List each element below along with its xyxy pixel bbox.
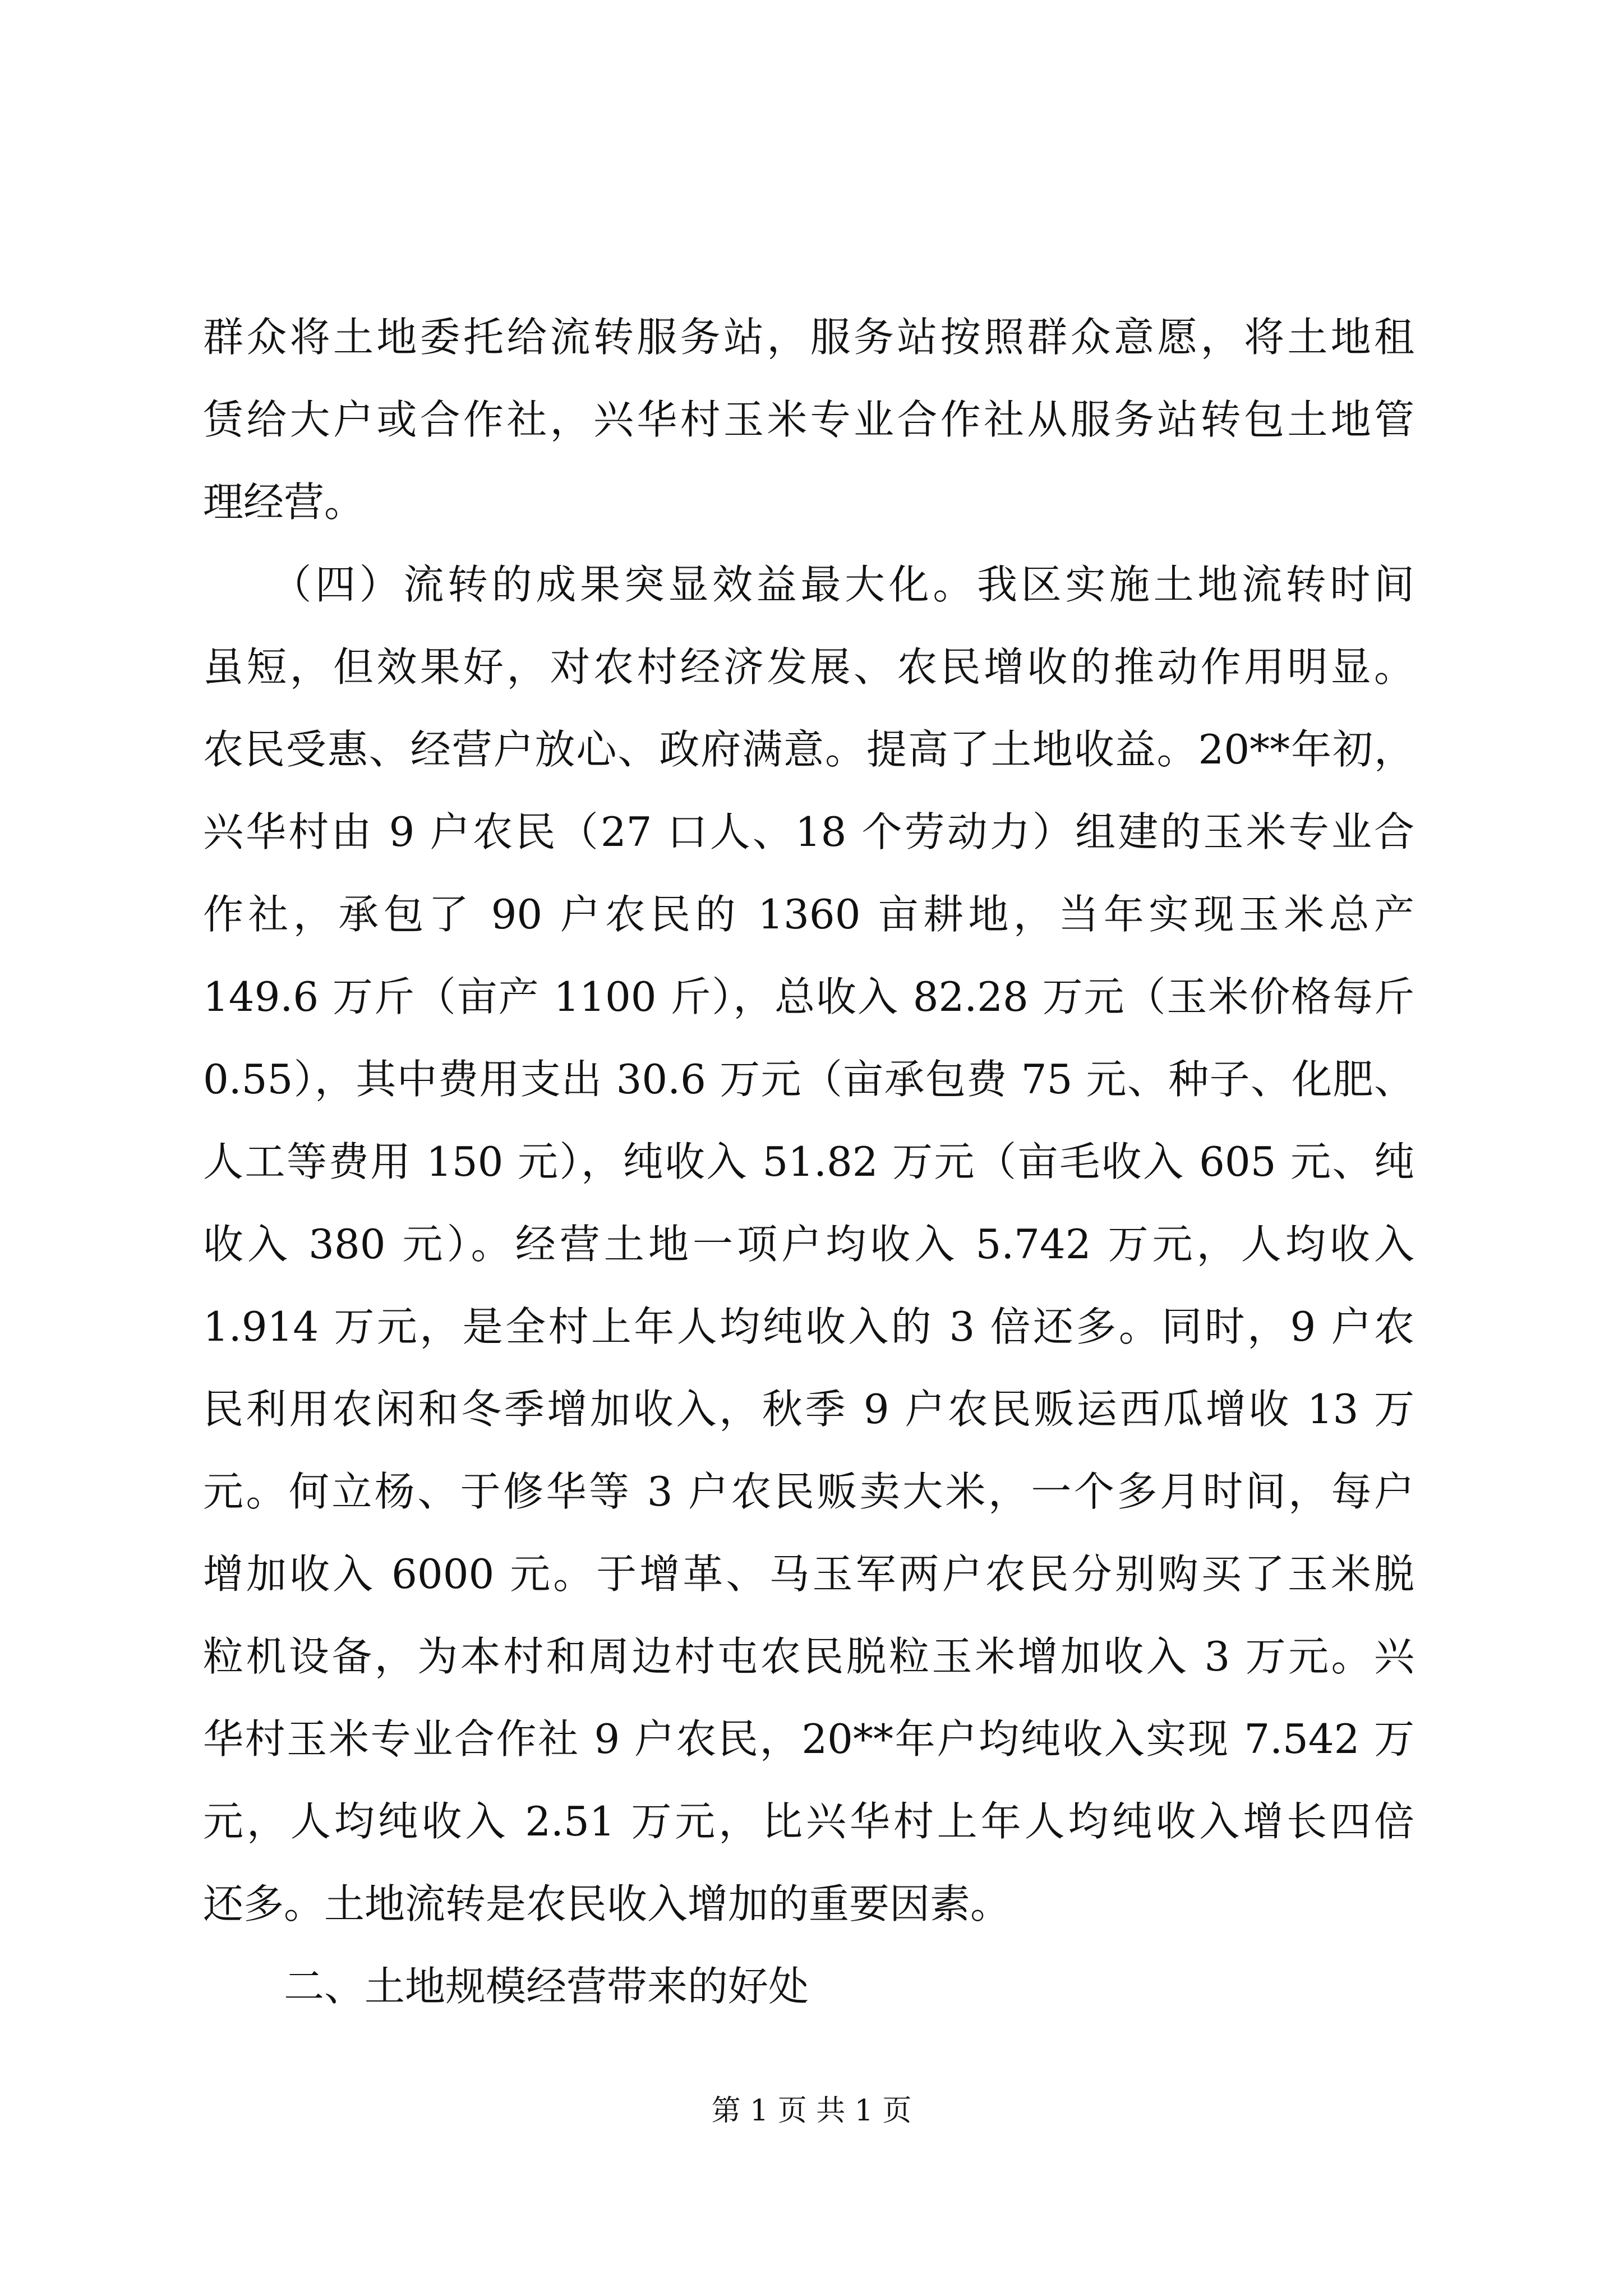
text-line: 增加收入 6000 元。于增革、马玉军两户农民分别购买了玉米脱 [203,1550,1414,1598]
text-line: 农民受惠、经营户放心、政府满意。提高了土地收益。20**年初， [203,726,1414,773]
page-footer: 第 1 页 共 1 页 [711,2094,912,2128]
text-line: 赁给大户或合作社，兴华村玉米专业合作社从服务站转包土地管 [203,396,1414,443]
text-line: 元，人均纯收入 2.51 万元，比兴华村上年人均纯收入增长四倍 [203,1798,1414,1845]
text-line: 还多。土地流转是农民收入增加的重要因素。 [203,1880,1011,1927]
text-line: 149.6 万斤（亩产 1100 斤），总收入 82.28 万元（玉米价格每斤 [203,973,1414,1020]
text-line: 民利用农闲和冬季增加收入，秋季 9 户农民贩运西瓜增收 13 万 [203,1386,1414,1433]
text-line: 0.55），其中费用支出 30.6 万元（亩承包费 75 元、种子、化肥、 [203,1056,1414,1103]
text-line: 作社，承包了 90 户农民的 1360 亩耕地，当年实现玉米总产 [203,891,1414,938]
text-line: 虽短，但效果好，对农村经济发展、农民增收的推动作用明显。 [203,643,1414,691]
text-line: 粒机设备，为本村和周边村屯农民脱粒玉米增加收入 3 万元。兴 [203,1633,1414,1680]
text-line: 收入 380 元）。经营土地一项户均收入 5.742 万元，人均收入 [203,1221,1414,1268]
text-line: 华村玉米专业合作社 9 户农民，20**年户均纯收入实现 7.542 万 [203,1715,1414,1763]
text-line: 1.914 万元，是全村上年人均纯收入的 3 倍还多。同时，9 户农 [203,1303,1414,1350]
text-line: 理经营。 [203,478,365,526]
text-line: 元。何立杨、于修华等 3 户农民贩卖大米，一个多月时间，每户 [203,1468,1414,1515]
section-heading-line: 二、土地规模经营带来的好处 [203,1963,809,2010]
section-heading-line: （四）流转的成果突显效益最大化。我区实施土地流转时间 [203,561,1414,608]
text-line: 人工等费用 150 元），纯收入 51.82 万元（亩毛收入 605 元、纯 [203,1138,1414,1185]
body-text [203,296,1414,2028]
text-line: 兴华村由 9 户农民（27 口人、18 个劳动力）组建的玉米专业合 [203,808,1414,855]
text-line: 群众将土地委托给流转服务站，服务站按照群众意愿，将土地租 [203,314,1414,361]
